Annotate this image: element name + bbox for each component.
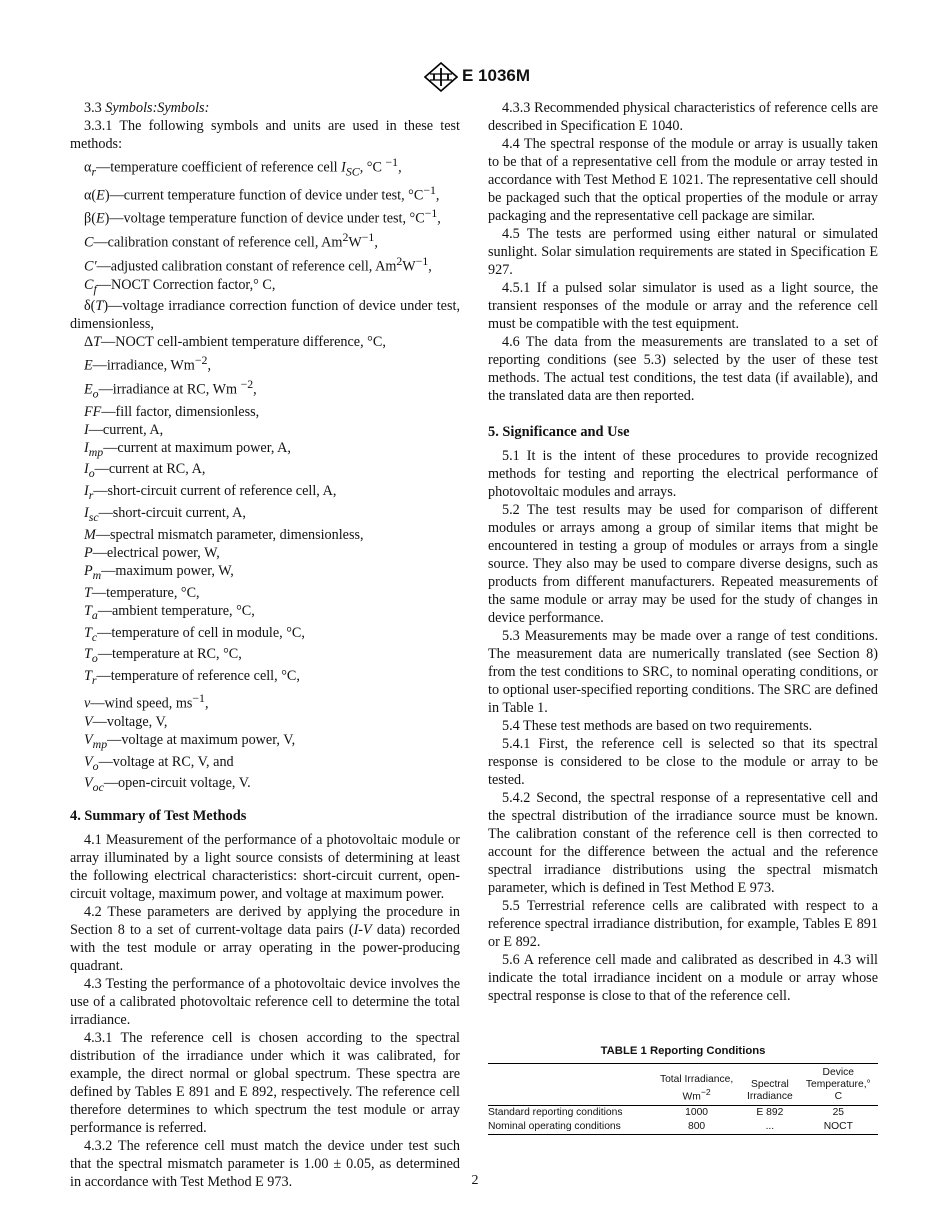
paragraph-4-3-1: 4.3.1 The reference cell is chosen according to the spectral distribution of the irradiance under which it was calibrated, for example, the direct normal or global spectrum. These spectra are defined by Tables E 891 and E 892, respectively. The reference cell therefore determines to which spectrum the test module or array performance is referred. bbox=[70, 1030, 460, 1137]
symbol-isc: $I_{sc}—short$-circuit current, A, bbox=[84, 505, 246, 524]
paragraph-5-4-1: 5.4.1 First, the reference cell is selected so that its spectral response is considered to be close to the module or array to be tested. bbox=[488, 736, 878, 788]
paragraph-5-1: 5.1 It is the intent of these procedures to provide recognized methods for testing and reporting the electrical performance of photovoltaic modules and arrays. bbox=[488, 448, 878, 500]
symbol-tr: $T_r—temperature$ of reference cell, °C, bbox=[84, 668, 300, 688]
header-spectral-irradiance: Spectral Irradiance bbox=[741, 1064, 798, 1106]
page-header bbox=[0, 62, 950, 92]
cell-irradiance: 1000 bbox=[685, 1107, 709, 1118]
header-label bbox=[488, 1064, 652, 1106]
symbol-c-prime: C′—adjusted calibration constant of reference cell, $Am^2W^{-1}$, bbox=[84, 253, 432, 275]
symbol-e: E—irradiance, $Wm^{-2}$, bbox=[84, 353, 211, 375]
cell-spectral: E 892 bbox=[756, 1107, 784, 1118]
symbol-vmp: $V_{mp}—voltage$ at maximum power, V, bbox=[84, 731, 296, 751]
paragraph-4-5: 4.5 The tests are performed using either natural or simulated sunlight. Solar simulation requirements are stated in Specification E 927. bbox=[488, 226, 878, 278]
table-header-row bbox=[488, 1064, 878, 1106]
symbol-to: $T_o—temperature$ at RC, °C, bbox=[84, 646, 242, 666]
symbol-ff: FF—fill factor, dimensionless, bbox=[84, 403, 260, 420]
reporting-conditions-table bbox=[488, 1063, 878, 1135]
paragraph-4-3-2: 4.3.2 The reference cell must match the device under test such that the spectral mismatch parameter is 1.00 ± 0.05, as determined in accordance with Test Method E 973. bbox=[70, 1138, 460, 1191]
section-3-3-heading: 3.3 Symbols:Symbols: bbox=[84, 100, 210, 116]
paragraph-5-3: 5.3 Measurements may be made over a range of test conditions. The measurement data are numerically translated (see Section 8) from the test conditions to SRC, to nominal operating conditions, or to optional user-specified reporting conditions. The SRC are defined in Table 1. bbox=[488, 628, 878, 716]
symbol-ta: $T_a—ambient$ temperature, °C, bbox=[84, 602, 255, 622]
paragraph-4-3-3: 4.3.3 Recommended physical characteristics of reference cells are described in Specification E 1040. bbox=[488, 100, 878, 134]
paragraph-4-5-1: 4.5.1 If a pulsed solar simulator is used as a light source, the transient responses of the module or array and the reference cell must be compatible with the test equipment. bbox=[488, 280, 878, 332]
table-row bbox=[488, 1106, 878, 1121]
paragraph-4-1: 4.1 Measurement of the performance of a photovoltaic module or array illuminated by a light source consists of determining at least the following electrical characteristics: short-circuit current, open-circuit voltage, maximum power, and voltage at maximum power. bbox=[70, 832, 460, 903]
symbol-t: T—temperature, °C, bbox=[84, 584, 200, 601]
paragraph-4-6: 4.6 The data from the measurements are translated to a set of reporting conditions (see 5.3) selected by the user of these test methods. The actual test conditions, the test data (if available), and the translated data are then reported. bbox=[488, 334, 878, 404]
paragraph-5-4-2: 5.4.2 Second, the spectral response of a representative cell and the spectral distribution of the irradiance source must be known. The calibration constant of the reference cell is then corrected to account for the difference between the actual and the reference spectral irradiance distributions using the spectral mismatch parameter, which is defined in Test Method E 973. bbox=[488, 790, 878, 896]
symbol-io: $I_o—current$ at RC, A, bbox=[84, 461, 206, 481]
symbol-capital-delta-t: ΔT—NOCT cell-ambient temperature difference, °C, bbox=[84, 334, 386, 351]
symbol-cf: $C_f—NOCT$ Correction factor,° C, bbox=[84, 276, 276, 296]
section-4-heading: 4. Summary of Test Methods bbox=[70, 808, 247, 825]
symbol-m: M—spectral mismatch parameter, dimensionless, bbox=[84, 526, 364, 543]
left-column bbox=[70, 99, 460, 1191]
symbol-voc: $V_{oc}—open$-circuit voltage, V. bbox=[84, 775, 251, 795]
symbol-i: I—current, A, bbox=[84, 421, 164, 438]
symbol-alpha-e: α(E)—current temperature function of device under test, $^\circ C^{-1}$, bbox=[84, 182, 440, 204]
paragraph-5-6: 5.6 A reference cell made and calibrated as described in 4.3 will indicate the total irradiance incident on a module or array whose spectral response is close to that of the reference cell. bbox=[488, 952, 878, 1004]
standard-designation: E 1036M bbox=[462, 66, 531, 85]
row-label: Nominal operating conditions bbox=[488, 1120, 652, 1135]
symbol-vo: $V_o—voltage$ at RC, V, and bbox=[84, 753, 234, 773]
symbol-alpha-r: $\alpha_r—temperature$ coefficient of reference cell $I_{SC}$, °C $^{-1}$, bbox=[84, 155, 402, 179]
symbol-v-wind: ν—wind speed, $ms^{-1}$, bbox=[84, 691, 209, 712]
cell-spectral: ... bbox=[741, 1120, 798, 1135]
symbol-c: C—calibration constant of reference cell, $Am^2W^{-1}$, bbox=[84, 230, 378, 251]
astm-logo-icon bbox=[424, 62, 458, 92]
section-5-heading: 5. Significance and Use bbox=[488, 424, 630, 440]
paragraph-3-3-1: 3.3.1 The following symbols and units are used in these test methods: bbox=[70, 118, 460, 152]
cell-temperature: 25 bbox=[832, 1107, 845, 1118]
table-1 bbox=[488, 1045, 878, 1135]
cell-temperature: NOCT bbox=[799, 1120, 878, 1135]
header-total-irradiance: Total Irradiance, $Wm^{-2}$ bbox=[652, 1064, 741, 1106]
symbol-p: P—electrical power, W, bbox=[84, 544, 220, 561]
page-number: 2 bbox=[471, 1173, 479, 1188]
row-label: Standard reporting conditions bbox=[488, 1107, 623, 1118]
paragraph-4-3: 4.3 Testing the performance of a photovoltaic device involves the use of a calibrated photovoltaic reference cell to determine the total irradiance. bbox=[70, 976, 460, 1029]
symbol-tc: $T_c—temperature$ of cell in module, °C, bbox=[84, 624, 305, 644]
cell-irradiance: 800 bbox=[652, 1120, 741, 1135]
symbol-pm: $P_m—maximum$ power, W, bbox=[84, 562, 234, 582]
paragraph-4-2: 4.2 These parameters are derived by applying the procedure in Section 8 to a set of current-voltage data pairs (I-V data) recorded with the test module or array operating in the power-producing quadrant. bbox=[70, 904, 460, 975]
symbol-ir: $I_r—short$-circuit current of reference cell, A, bbox=[84, 483, 337, 503]
symbol-imp: $I_{mp}—current$ at maximum power, A, bbox=[84, 439, 291, 459]
paragraph-5-4: 5.4 These test methods are based on two requirements. bbox=[502, 718, 813, 734]
paragraph-5-5: 5.5 Terrestrial reference cells are calibrated with respect to a reference spectral irradiance distribution, for example, Tables E 891 or E 892. bbox=[488, 898, 878, 950]
symbol-v: V—voltage, V, bbox=[84, 713, 168, 730]
right-column bbox=[488, 99, 878, 1005]
table-title: TABLE 1 Reporting Conditions bbox=[600, 1045, 766, 1057]
paragraph-4-4: 4.4 The spectral response of the module or array is usually taken to be that of a representative cell from the module or array tested in accordance with Test Method E 1021. The representative cell should be packaged such that the optical properties of the module or array packaging and the representative cell package are similar. bbox=[488, 136, 878, 224]
header-device-temperature: Device Temperature,° C bbox=[799, 1064, 878, 1106]
table-row bbox=[488, 1120, 878, 1135]
symbol-eo: $E_o—irradiance$ at RC, Wm $^{-2}$, bbox=[84, 377, 257, 401]
symbol-beta-e: β(E)—voltage temperature function of device under test, $^\circ C^{-1}$, bbox=[84, 206, 441, 228]
symbol-delta-t: δ(T)—voltage irradiance correction function of device under test, dimensionless, bbox=[70, 298, 460, 333]
paragraph-5-2: 5.2 The test results may be used for comparison of different modules or arrays among a group of similar items that might be encountered in testing a group of modules or arrays from a single source. They also may be used to compare diverse designs, such as products from different manufacturers. Repeated measurements of the same module or array may be used for the study of changes in device performance. bbox=[488, 502, 878, 626]
